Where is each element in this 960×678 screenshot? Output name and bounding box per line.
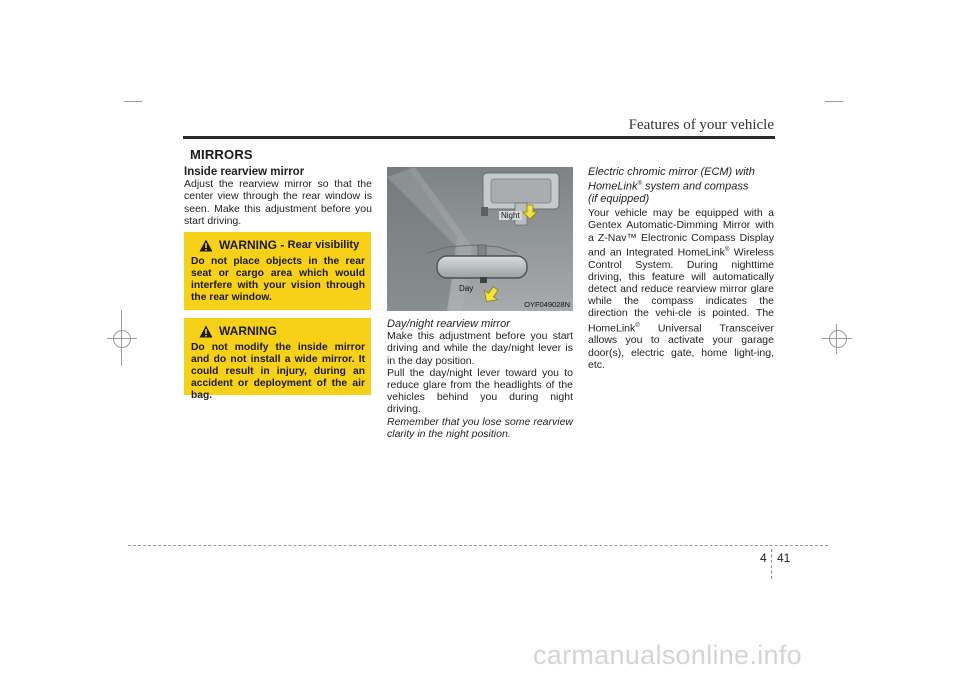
crop-mark xyxy=(825,101,843,102)
mirror-drawing xyxy=(387,167,573,311)
right-column xyxy=(588,166,774,371)
registered-mark: ® xyxy=(637,181,642,188)
watermark: carmanualsonline.info xyxy=(533,640,802,670)
night-label: Night xyxy=(501,211,520,220)
ecm-heading xyxy=(588,166,774,205)
day-night-note: Remember that you lose some rearview clarity in the night position. xyxy=(387,415,573,440)
day-night-para-2: Pull the day/night lever toward you to reduce glare from the headlights of the vehicles behind you during night driving. xyxy=(387,366,573,416)
warning-box-rear-visibility xyxy=(184,232,371,310)
chapter-number: 4 xyxy=(760,551,767,565)
warning-text: Do not place objects in the rear seat or cargo area which would interfere with your vision through the rear window. xyxy=(191,256,365,303)
warning-heading xyxy=(191,238,365,252)
day-night-heading: Day/night rearview mirror xyxy=(387,318,510,330)
crop-mark xyxy=(124,101,142,102)
ecm-heading-line-1: Electric chromic mirror (ECM) with xyxy=(588,166,755,178)
ecm-heading-line-3: (if equipped) xyxy=(588,193,650,206)
warning-box-mirror-modification xyxy=(184,318,371,401)
warning-text: Do not modify the inside mirror and do not install a wide mirror. It could result in injury, during an accident or deployment of the air bag. xyxy=(191,342,365,401)
figure-code: OYF049028N xyxy=(524,300,570,309)
ecm-body-part-2: Wireless Control System. During nighttime driving, this feature will automatically detect and reduce rearview mirror glare while the compass indicates the direction the vehi-cle is pointed. The HomeLink xyxy=(588,246,775,335)
ecm-heading-homelink: HomeLink xyxy=(588,180,638,193)
warning-label: WARNING xyxy=(219,324,277,338)
registered-mark: ® xyxy=(724,246,730,253)
warning-triangle-icon xyxy=(199,325,213,338)
middle-column xyxy=(387,318,573,440)
ecm-body xyxy=(588,207,774,371)
registration-circle xyxy=(829,330,847,348)
warning-label: WARNING - xyxy=(219,238,285,252)
mirror-illustration xyxy=(387,167,573,311)
ecm-body-part-3: Universal Transceiver allows you to activate your garage door(s), electric gate, home light-ing, etc. xyxy=(588,322,774,371)
header-rule xyxy=(183,136,775,139)
registered-mark: ® xyxy=(635,322,640,329)
ecm-heading-line-2: system and compass xyxy=(641,180,749,193)
footer-rule xyxy=(128,545,828,546)
page-number: 41 xyxy=(777,551,791,565)
warning-triangle-icon xyxy=(199,239,213,252)
inside-mirror-body: Adjust the rearview mirror so that the center view through the rear window is seen. Make this adjustment before you start driving. xyxy=(184,178,372,227)
ecm-body-part-1: Your vehicle may be equipped with a Gentex Automatic-Dimming Mirror with a Z-Nav™ Electronic Compass Display and an Integrated HomeLink xyxy=(588,207,774,259)
registration-circle xyxy=(113,330,131,348)
warning-subtitle: Rear visibility xyxy=(287,239,360,251)
warning-heading xyxy=(191,324,365,338)
page-number-separator xyxy=(771,549,772,579)
day-night-para-1: Make this adjustment before you start driving and while the day/night lever is in the day position. xyxy=(387,330,573,367)
chapter-title: Features of your vehicle xyxy=(628,117,774,133)
section-title: MIRRORS xyxy=(190,147,253,162)
inside-mirror-heading: Inside rearview mirror xyxy=(184,166,305,178)
left-column xyxy=(184,166,372,227)
day-label: Day xyxy=(459,284,474,293)
